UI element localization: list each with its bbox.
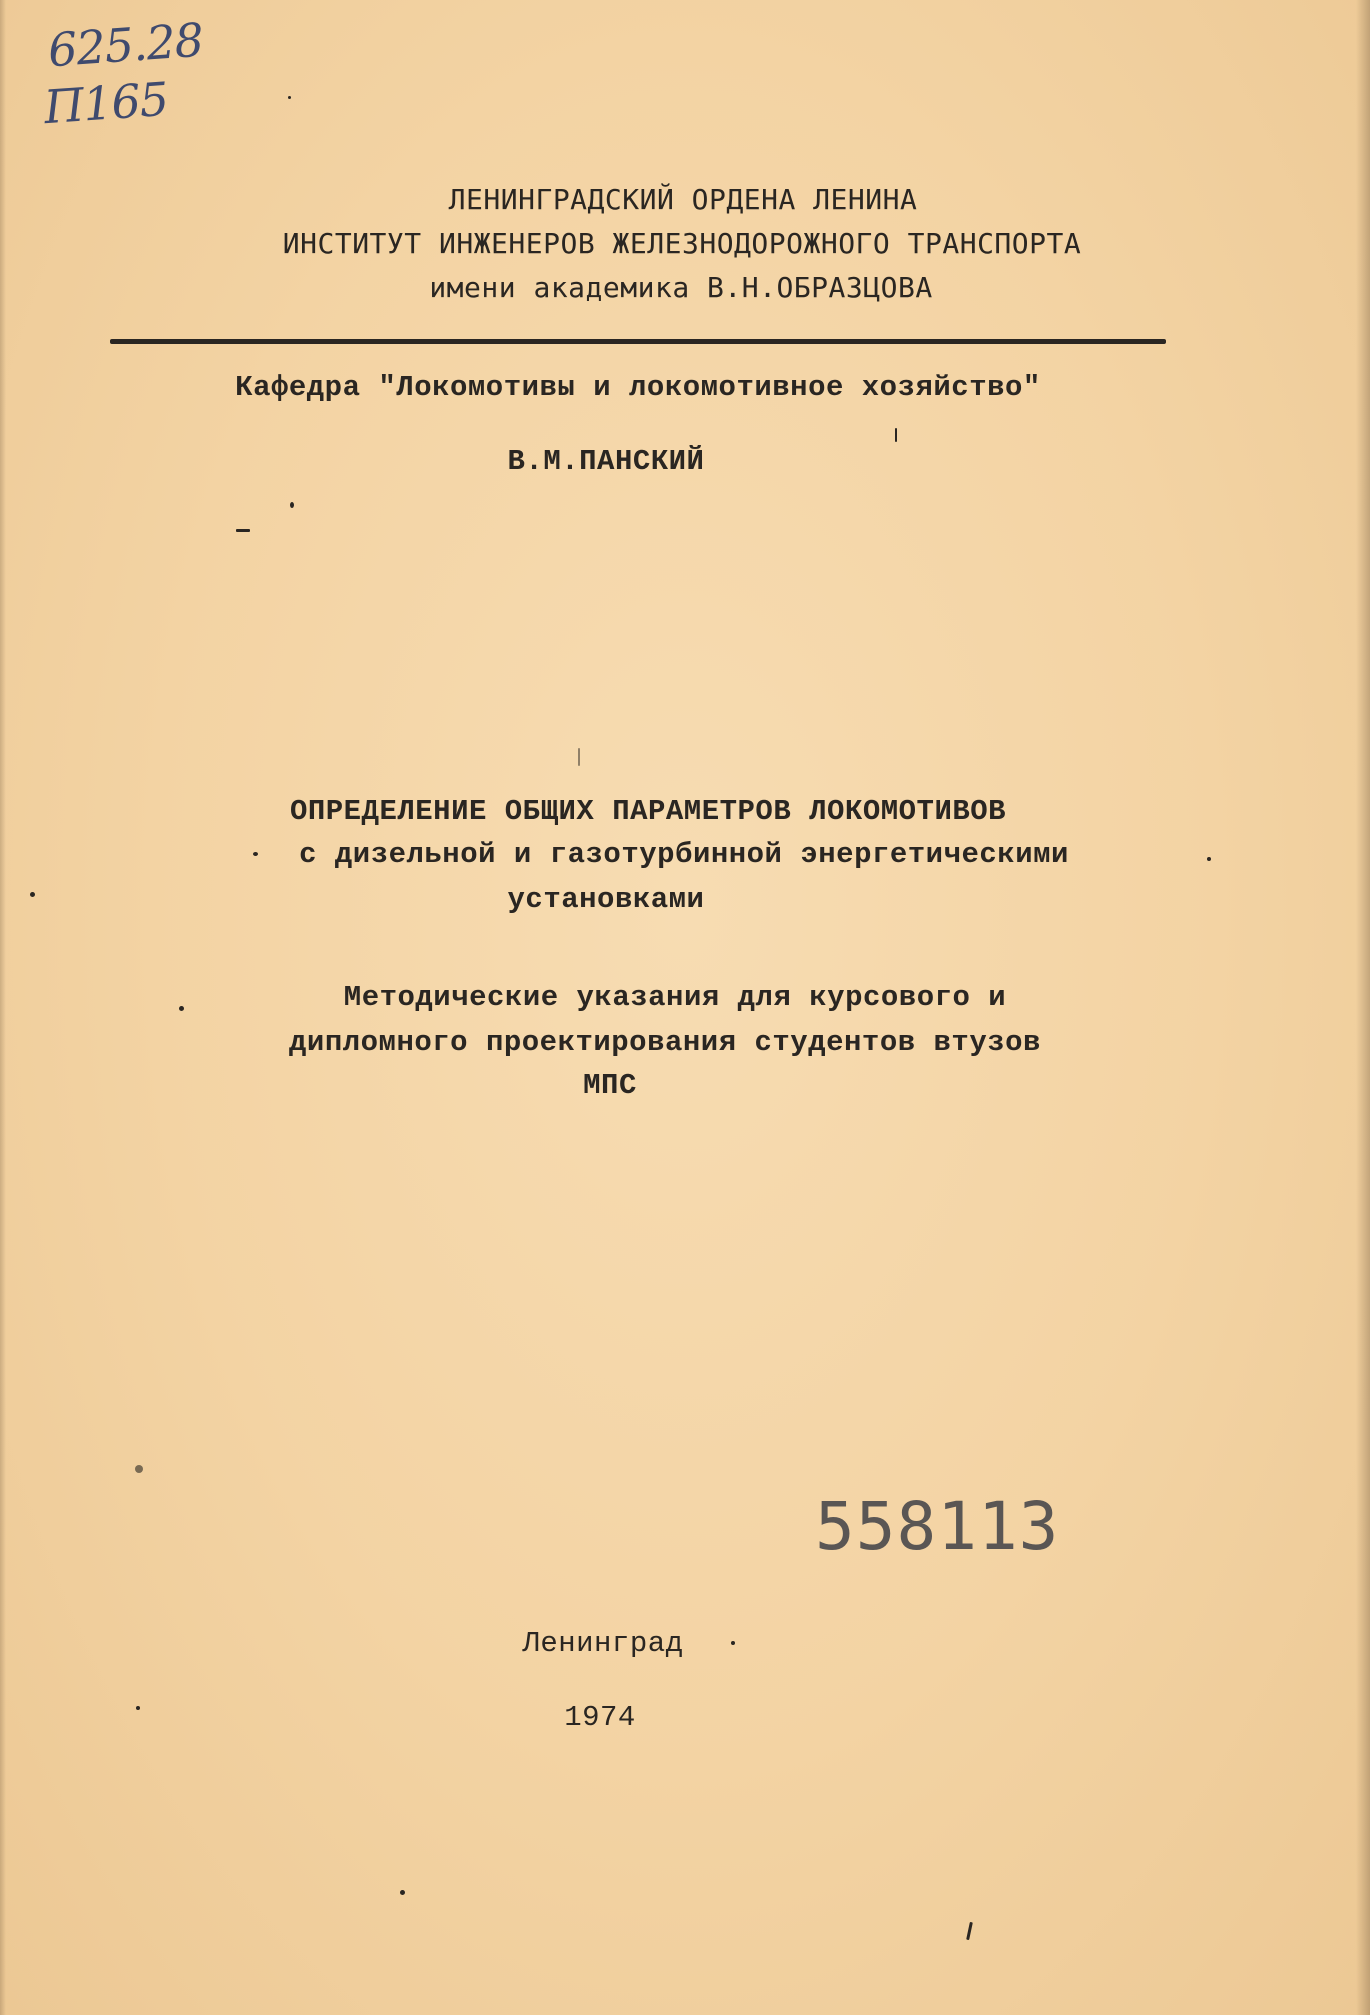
header-divider: [110, 339, 1166, 344]
department-name: Кафедра "Локомотивы и локомотивное хозяйство": [235, 371, 1041, 404]
institute-name-line-3: имени академика В.Н.ОБРАЗЦОВА: [429, 271, 933, 304]
subtitle-line-1: Методические указания для курсового и: [343, 981, 1007, 1014]
scan-mark: [895, 428, 897, 442]
scan-mark: [236, 529, 250, 532]
scan-mark: [290, 502, 294, 508]
scan-mark: [1207, 857, 1211, 861]
institute-name-line-1: ЛЕНИНГРАДСКИЙ ОРДЕНА ЛЕНИНА: [448, 183, 918, 216]
imprint-city: Ленинград: [522, 1627, 684, 1660]
subtitle-line-3: МПС: [583, 1069, 637, 1102]
scan-mark: [400, 1890, 405, 1895]
imprint-year: 1974: [564, 1701, 636, 1734]
author-name: В.М.ПАНСКИЙ: [507, 445, 705, 478]
scan-mark: [30, 892, 35, 897]
title-line-2: с дизельной и газотурбинной энергетическими: [299, 838, 1069, 871]
inventory-number-stamp: 558113: [815, 1488, 1060, 1565]
shelfmark-author-code: П165: [42, 71, 170, 135]
scan-mark: [179, 1006, 184, 1011]
title-line-3: установками: [507, 883, 705, 916]
subtitle-line-2: дипломного проектирования студентов втузов: [289, 1026, 1041, 1059]
scan-mark: [135, 1465, 143, 1473]
scan-mark: [578, 748, 580, 766]
scan-mark: [136, 1706, 140, 1710]
shelfmark-class-number: 625.28: [46, 12, 205, 78]
institute-name-line-2: ИНСТИТУТ ИНЖЕНЕРОВ ЖЕЛЕЗНОДОРОЖНОГО ТРАНСПОРТА: [282, 227, 1082, 260]
title-line-1: ОПРЕДЕЛЕНИЕ ОБЩИХ ПАРАМЕТРОВ ЛОКОМОТИВОВ: [289, 795, 1007, 828]
scan-mark: [731, 1641, 735, 1645]
scan-mark: [966, 1922, 973, 1940]
scan-mark: [253, 852, 258, 856]
scan-mark: [288, 96, 291, 99]
